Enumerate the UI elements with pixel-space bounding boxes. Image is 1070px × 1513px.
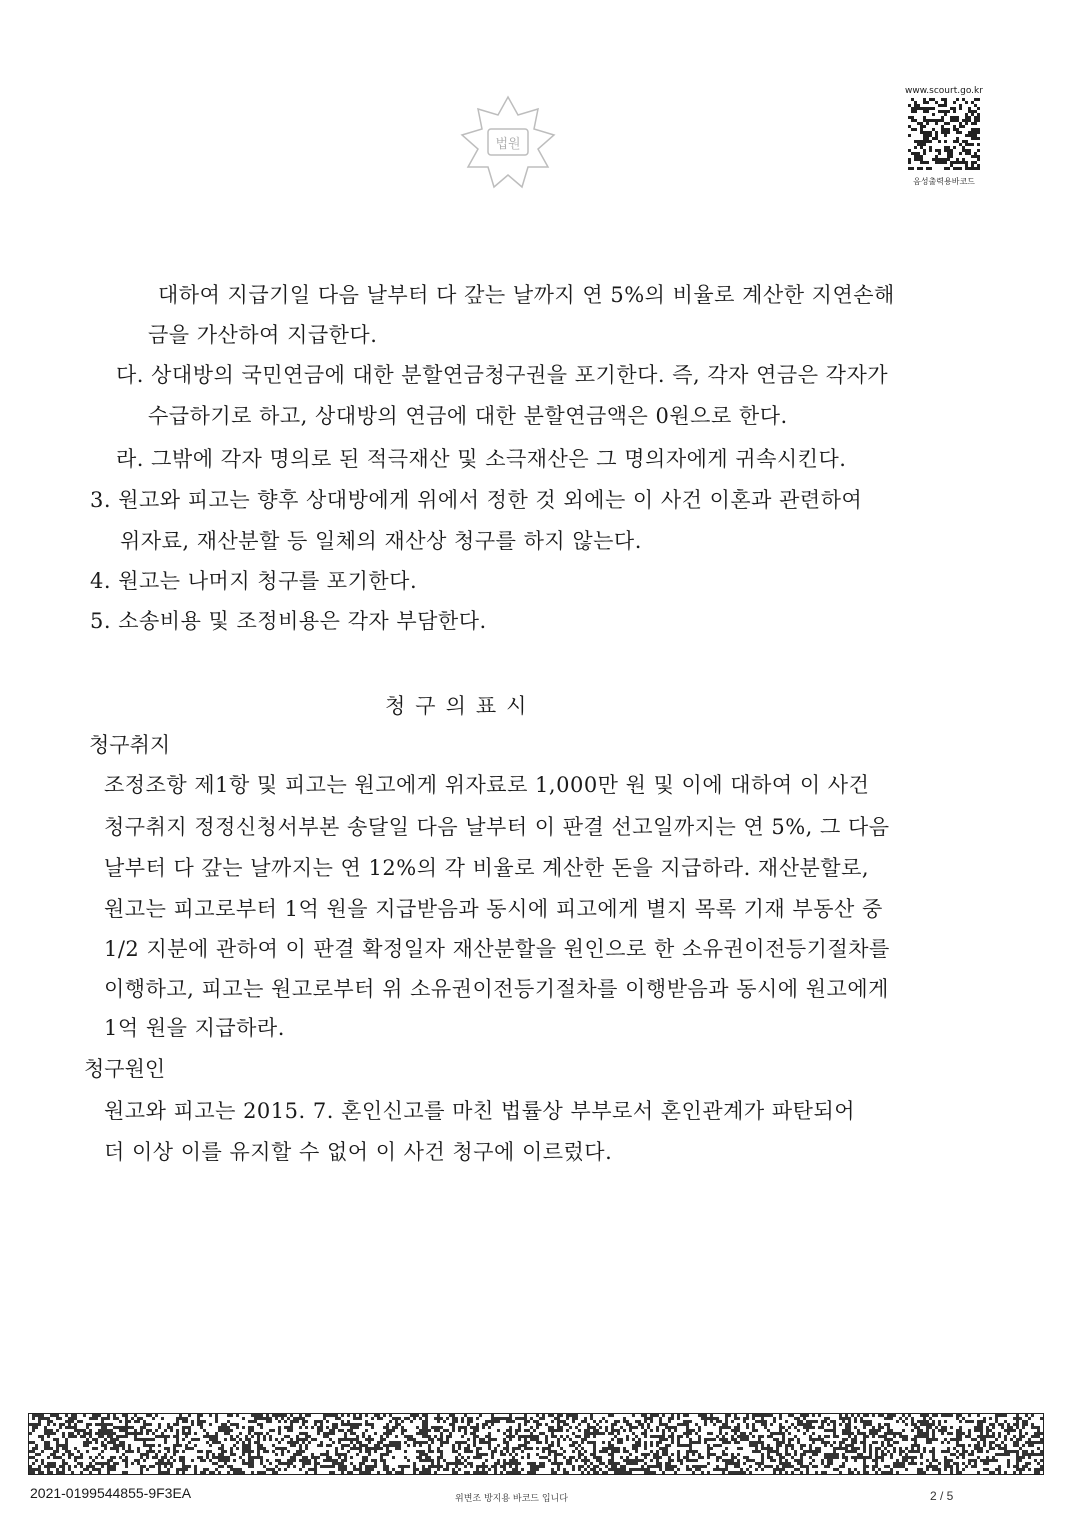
purpose-line: 1억 원을 지급하라. [104,1016,285,1040]
barcode-note: 위변조 방지용 바코드 입니다 [455,1494,568,1504]
purpose-label: 청구취지 [89,733,171,757]
body-line: 4. 원고는 나머지 청구를 포기한다. [90,569,418,593]
purpose-line: 이행하고, 피고는 원고로부터 위 소유권이전등기절차를 이행받음과 동시에 원고에게 [104,977,889,1001]
body-line: 3. 원고와 피고는 향후 상대방에게 위에서 정한 것 외에는 이 사건 이혼과 관련하여 [90,488,863,512]
qr-url: www.scourt.go.kr [905,86,983,96]
cause-line: 원고와 피고는 2015. 7. 혼인신고를 마친 법률상 부부로서 혼인관계가 파탄되어 [104,1099,856,1123]
body-line: 위자료, 재산분할 등 일체의 재산상 청구를 하지 않는다. [120,529,642,553]
body-line: 수급하기로 하고, 상대방의 연금에 대한 분할연금액은 0원으로 한다. [148,404,788,428]
cause-label: 청구원인 [84,1057,166,1081]
cause-line: 더 이상 이를 유지할 수 없어 이 사건 청구에 이르렀다. [104,1140,613,1164]
purpose-line: 1/2 지분에 관하여 이 판결 확정일자 재산분할을 원인으로 한 소유권이전등기절차를 [104,937,890,961]
document-id: 2021-0199544855-9F3EA [30,1485,192,1501]
page-number: 2 / 5 [930,1489,954,1503]
purpose-line: 원고는 피고로부터 1억 원을 지급받음과 동시에 피고에게 별지 목록 기재 부동산 중 [104,897,883,921]
body-line: 대하여 지급기일 다음 날부터 다 갚는 날까지 연 5%의 비율로 계산한 지연손해 [158,283,895,307]
body-line: 다. 상대방의 국민연금에 대한 분할연금청구권을 포기한다. 즉, 각자 연금은 각자가 [116,363,889,387]
seal-text: 법원 [495,137,521,152]
purpose-line: 날부터 다 갚는 날까지는 연 12%의 각 비율로 계산한 돈을 지급하라. 재산분할로, [104,856,870,880]
purpose-line: 청구취지 정정신청서부본 송달일 다음 날부터 이 판결 선고일까지는 연 5%, 그 다음 [104,815,890,839]
body-line: 라. 그밖에 각자 명의로 된 적극재산 및 소극재산은 그 명의자에게 귀속시킨다. [116,447,847,471]
body-line: 금을 가산하여 지급한다. [148,323,378,347]
anti-forgery-barcode [28,1413,1044,1475]
section-heading: 청구의표시 [385,694,537,718]
court-seal-watermark [452,93,564,193]
qr-code-icon [908,98,980,170]
qr-caption: 음성출력용바코드 [913,177,975,186]
body-line: 5. 소송비용 및 조정비용은 각자 부담한다. [90,609,487,633]
purpose-line: 조정조항 제1항 및 피고는 원고에게 위자료로 1,000만 원 및 이에 대하여 이 사건 [104,773,870,797]
qr-code-block [904,86,984,187]
